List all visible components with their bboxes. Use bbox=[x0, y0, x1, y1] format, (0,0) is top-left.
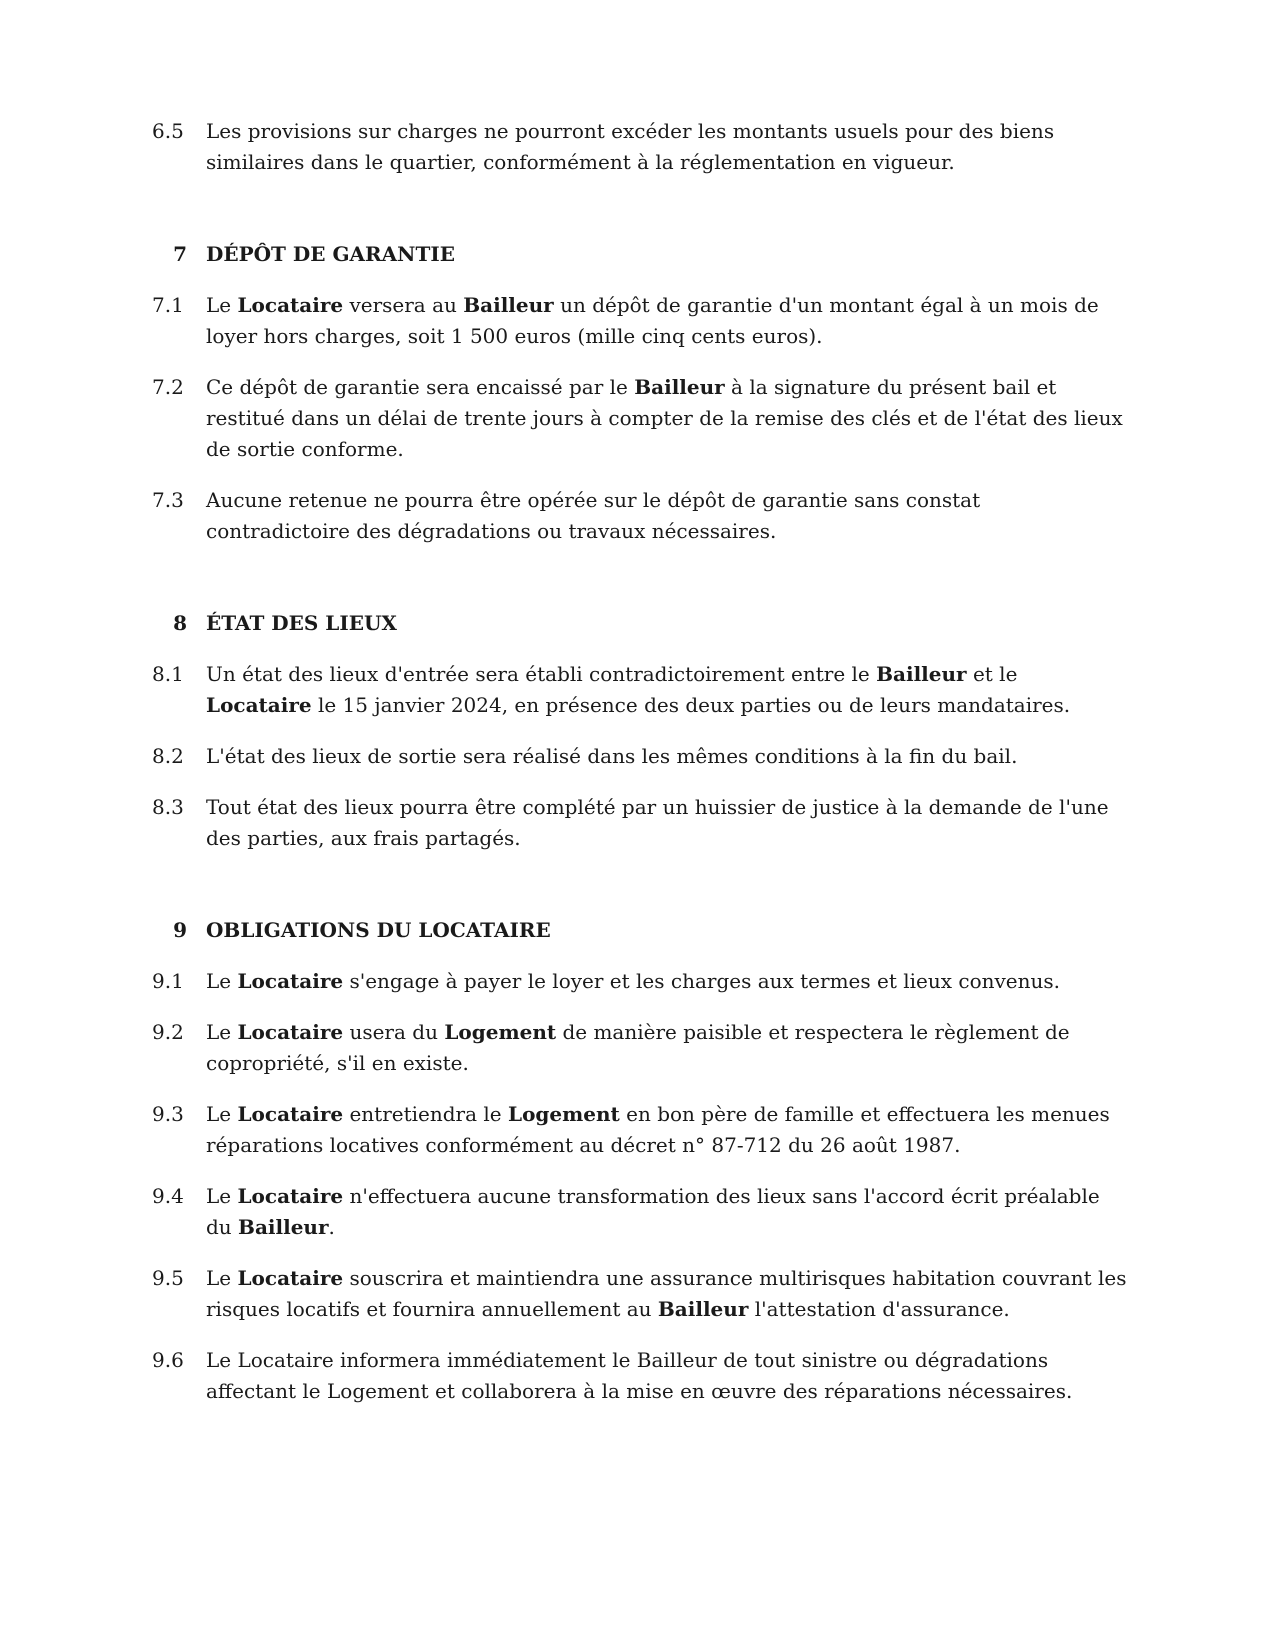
clause-number: 6.5 bbox=[152, 119, 184, 143]
clause-number: 9.3 bbox=[152, 1102, 184, 1126]
clause-number: 7.3 bbox=[152, 488, 184, 512]
clause-text bbox=[206, 372, 1127, 465]
clause-text bbox=[206, 1345, 1127, 1407]
text-segment: Aucune retenue ne pourra être opérée sur le dépôt de garantie sans constat contradictoire des dégradations ou travaux nécessaires. bbox=[206, 488, 981, 543]
defined-term: Locataire bbox=[206, 693, 312, 717]
text-segment: un dépôt de garantie d'un montant égal à un mois de loyer hors charges, soit 1 500 euros (mille cinq cents euros). bbox=[206, 293, 1099, 348]
clause-text bbox=[206, 116, 1127, 178]
clause bbox=[152, 1263, 1127, 1325]
defined-term: Locataire bbox=[237, 1020, 344, 1044]
clause bbox=[152, 741, 1127, 772]
defined-term: Locataire bbox=[237, 969, 344, 993]
text-segment: Le bbox=[206, 293, 238, 317]
text-segment: Un état des lieux d'entrée sera établi contradictoirement entre le bbox=[206, 662, 877, 686]
defined-term: Bailleur bbox=[463, 293, 554, 317]
clause bbox=[152, 116, 1127, 178]
section-heading bbox=[152, 608, 1127, 639]
defined-term: Locataire bbox=[237, 1102, 344, 1126]
clause-number: 9.4 bbox=[152, 1184, 184, 1208]
clause-text bbox=[206, 741, 1127, 772]
clause-number: 8.1 bbox=[152, 662, 184, 686]
clause-number: 7.2 bbox=[152, 375, 184, 399]
clause bbox=[152, 485, 1127, 547]
section-number: 9 bbox=[173, 918, 187, 942]
defined-term: Bailleur bbox=[634, 375, 725, 399]
text-segment: Le bbox=[206, 969, 238, 993]
clause-text bbox=[206, 659, 1127, 721]
text-segment: et le bbox=[966, 662, 1018, 686]
defined-term: Logement bbox=[508, 1102, 620, 1126]
clause-text bbox=[206, 1181, 1127, 1243]
clause bbox=[152, 1345, 1127, 1407]
section-number: 7 bbox=[173, 242, 187, 266]
section-title: ÉTAT DES LIEUX bbox=[206, 611, 397, 635]
defined-term: Logement bbox=[444, 1020, 557, 1044]
text-segment: souscrira et maintiendra une assurance multirisques habitation couvrant les risques locatifs et fournira annuellement au bbox=[206, 1266, 1127, 1321]
section-heading bbox=[152, 915, 1127, 946]
defined-term: Locataire bbox=[237, 1266, 344, 1290]
clause-text bbox=[206, 792, 1127, 854]
text-segment: Le Locataire informera immédiatement le Bailleur de tout sinistre ou dégradations affectant le Logement et collaborera à la mise en œuvre des réparations nécessaires. bbox=[206, 1348, 1073, 1403]
clause bbox=[152, 659, 1127, 721]
clause-number: 8.2 bbox=[152, 744, 184, 768]
text-segment: usera du bbox=[343, 1020, 445, 1044]
clause-number: 9.5 bbox=[152, 1266, 184, 1290]
clause-number: 7.1 bbox=[152, 293, 184, 317]
text-segment: L'état des lieux de sortie sera réalisé dans les mêmes conditions à la fin du bail. bbox=[206, 744, 1018, 768]
clause-number: 9.6 bbox=[152, 1348, 184, 1372]
text-segment: s'engage à payer le loyer et les charges aux termes et lieux convenus. bbox=[343, 969, 1061, 993]
clause bbox=[152, 290, 1127, 352]
text-segment: le 15 janvier 2024, en présence des deux parties ou de leurs mandataires. bbox=[311, 693, 1071, 717]
clause bbox=[152, 966, 1127, 997]
clause-text bbox=[206, 485, 1127, 547]
text-segment: Le bbox=[206, 1020, 238, 1044]
text-segment: . bbox=[328, 1215, 335, 1239]
clause-text bbox=[206, 290, 1127, 352]
text-segment: n'effectuera aucune transformation des lieux sans l'accord écrit préalable du bbox=[206, 1184, 1100, 1239]
clause-number: 8.3 bbox=[152, 795, 184, 819]
clause-text bbox=[206, 1099, 1127, 1161]
defined-term: Locataire bbox=[237, 293, 344, 317]
clause-text bbox=[206, 1017, 1127, 1079]
clause bbox=[152, 1099, 1127, 1161]
text-segment: de manière paisible et respectera le règlement de copropriété, s'il en existe. bbox=[206, 1020, 1070, 1075]
clause-text bbox=[206, 966, 1127, 997]
defined-term: Bailleur bbox=[238, 1215, 329, 1239]
clause bbox=[152, 1017, 1127, 1079]
text-segment: Le bbox=[206, 1266, 238, 1290]
text-segment: Les provisions sur charges ne pourront excéder les montants usuels pour des biens similaires dans le quartier, conformément à la réglementation en vigueur. bbox=[206, 119, 1055, 174]
text-segment: versera au bbox=[343, 293, 464, 317]
section-number: 8 bbox=[173, 611, 187, 635]
text-segment: l'attestation d'assurance. bbox=[748, 1297, 1010, 1321]
text-segment: à la signature du présent bail et restitué dans un délai de trente jours à compter de la remise des clés et de l'état des lieux de sortie conforme. bbox=[206, 375, 1123, 461]
clause bbox=[152, 792, 1127, 854]
defined-term: Bailleur bbox=[876, 662, 967, 686]
clause-text bbox=[206, 1263, 1127, 1325]
defined-term: Locataire bbox=[237, 1184, 344, 1208]
text-segment: Le bbox=[206, 1184, 238, 1208]
text-segment: entretiendra le bbox=[343, 1102, 508, 1126]
text-segment: Le bbox=[206, 1102, 238, 1126]
document-body bbox=[152, 116, 1127, 1427]
text-segment: Tout état des lieux pourra être complété par un huissier de justice à la demande de l'une des parties, aux frais partagés. bbox=[206, 795, 1109, 850]
clause bbox=[152, 372, 1127, 465]
section-heading bbox=[152, 239, 1127, 270]
clause-number: 9.1 bbox=[152, 969, 184, 993]
clause bbox=[152, 1181, 1127, 1243]
text-segment: en bon père de famille et effectuera les menues réparations locatives conformément au décret n° 87-712 du 26 août 1987. bbox=[206, 1102, 1110, 1157]
section-title: DÉPÔT DE GARANTIE bbox=[206, 242, 455, 266]
section-title: OBLIGATIONS DU LOCATAIRE bbox=[206, 918, 551, 942]
clause-number: 9.2 bbox=[152, 1020, 184, 1044]
defined-term: Bailleur bbox=[657, 1297, 749, 1321]
text-segment: Ce dépôt de garantie sera encaissé par le bbox=[206, 375, 635, 399]
